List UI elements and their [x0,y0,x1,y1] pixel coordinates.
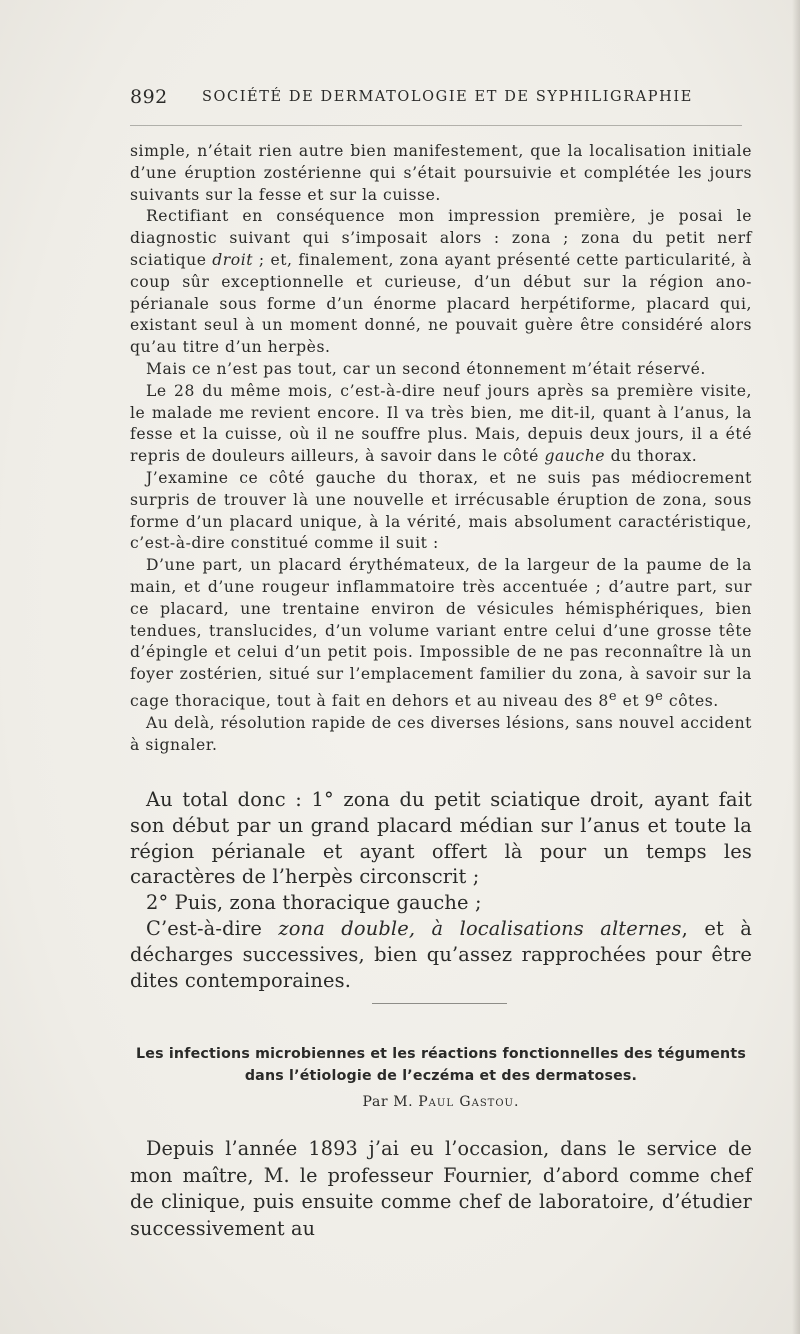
article-body [130,1136,752,1242]
page-edge-shadow [792,0,800,1334]
article-title: Les infections microbiennes et les réactions fonctionnelles des téguments dans l’étiologie de l’eczéma et des dermatoses. [136,1046,746,1084]
summary-line-3: C’est-à-dire zona double, à localisations alternes, et à décharges successives, bien qu’assez rapprochées pour être dites contemporaines. [130,916,752,992]
paragraph-4: Le 28 du même mois, c’est-à-dire neuf jours après sa première visite, le malade me revient encore. Il va très bien, me dit-il, quant à l’anus, la fesse et la cuisse, où il ne souffre plus. Mais, depuis deux jours, il a été repris de douleurs ailleurs, à savoir dans le côté gauche du thorax. [130,381,752,466]
summary-text [130,787,752,993]
article-intro: Depuis l’année 1893 j’ai eu l’occasion, dans le service de mon maître, M. le professeur Fournier, d’abord comme chef de clinique, puis ensuite comme chef de laboratoire, d’étudier successivement au [130,1137,752,1240]
running-head: SOCIÉTÉ DE DERMATOLOGIE ET DE SYPHILIGRAPHIE [202,89,693,105]
header-rule [130,125,742,126]
summary-line-2: 2° Puis, zona thoracique gauche ; [146,891,482,915]
paragraph-2: Rectifiant en conséquence mon impression première, je posai le diagnostic suivant qui s’imposait alors : zona ; zona du petit nerf sciatique droit ; et, finalement, zona ayant présenté cette particularité, à coup sûr exceptionnelle et curieuse, d’un début sur la région ano-périanale sous forme d’un énorme placard herpétiforme, placard qui, existant seul à un moment donné, ne pouvait guère être considéré alors qu’au titre d’un herpès. [130,207,752,357]
page-number: 892 [130,86,168,108]
article-byline [130,1094,752,1110]
paragraph-5: J’examine ce côté gauche du thorax, et ne suis pas médiocrement surpris de trouver là une nouvelle et irrécusable éruption de zona, sous forme d’un placard unique, à la vérité, mais absolument caractéristique, c’est-à-dire constitué comme il suit : [130,468,752,553]
byline-prefix: Par M. [362,1094,419,1110]
paragraph-7: Au delà, résolution rapide de ces diverses lésions, sans nouvel accident à signaler. [130,713,752,754]
page-header [130,86,750,112]
paragraph-3: Mais ce n’est pas tout, car un second étonnement m’était réservé. [146,359,706,378]
summary-line-1: Au total donc : 1° zona du petit sciatique droit, ayant fait son début par un grand placard médian sur l’anus et toute la région périanale et ayant offert là pour un temps les caractères de l’herpès circonscrit ; [130,788,752,889]
byline-author: Paul Gastou. [418,1094,520,1110]
case-report-text [130,141,752,757]
section-divider [372,1003,507,1004]
paragraph-6: D’une part, un placard érythémateux, de la largeur de la paume de la main, et d’une rougeur inflammatoire très accentuée ; d’autre part, sur ce placard, une trentaine environ de vésicules hémisphériques, bien tendues, translucides, d’un volume variant entre celui d’une grosse tête d’épingle et celui d’un petit pois. Impossible de ne pas reconnaître là un foyer zostérien, situé sur l’emplacement familier du zona, à savoir sur la cage thoracique, tout à fait en dehors et au niveau des 8e et 9e côtes. [130,556,752,711]
paragraph-1: simple, n’était rien autre bien manifestement, que la localisation initiale d’une éruption zostérienne qui s’était poursuivie et complétée les jours suivants sur la fesse et sur la cuisse. [130,142,752,204]
